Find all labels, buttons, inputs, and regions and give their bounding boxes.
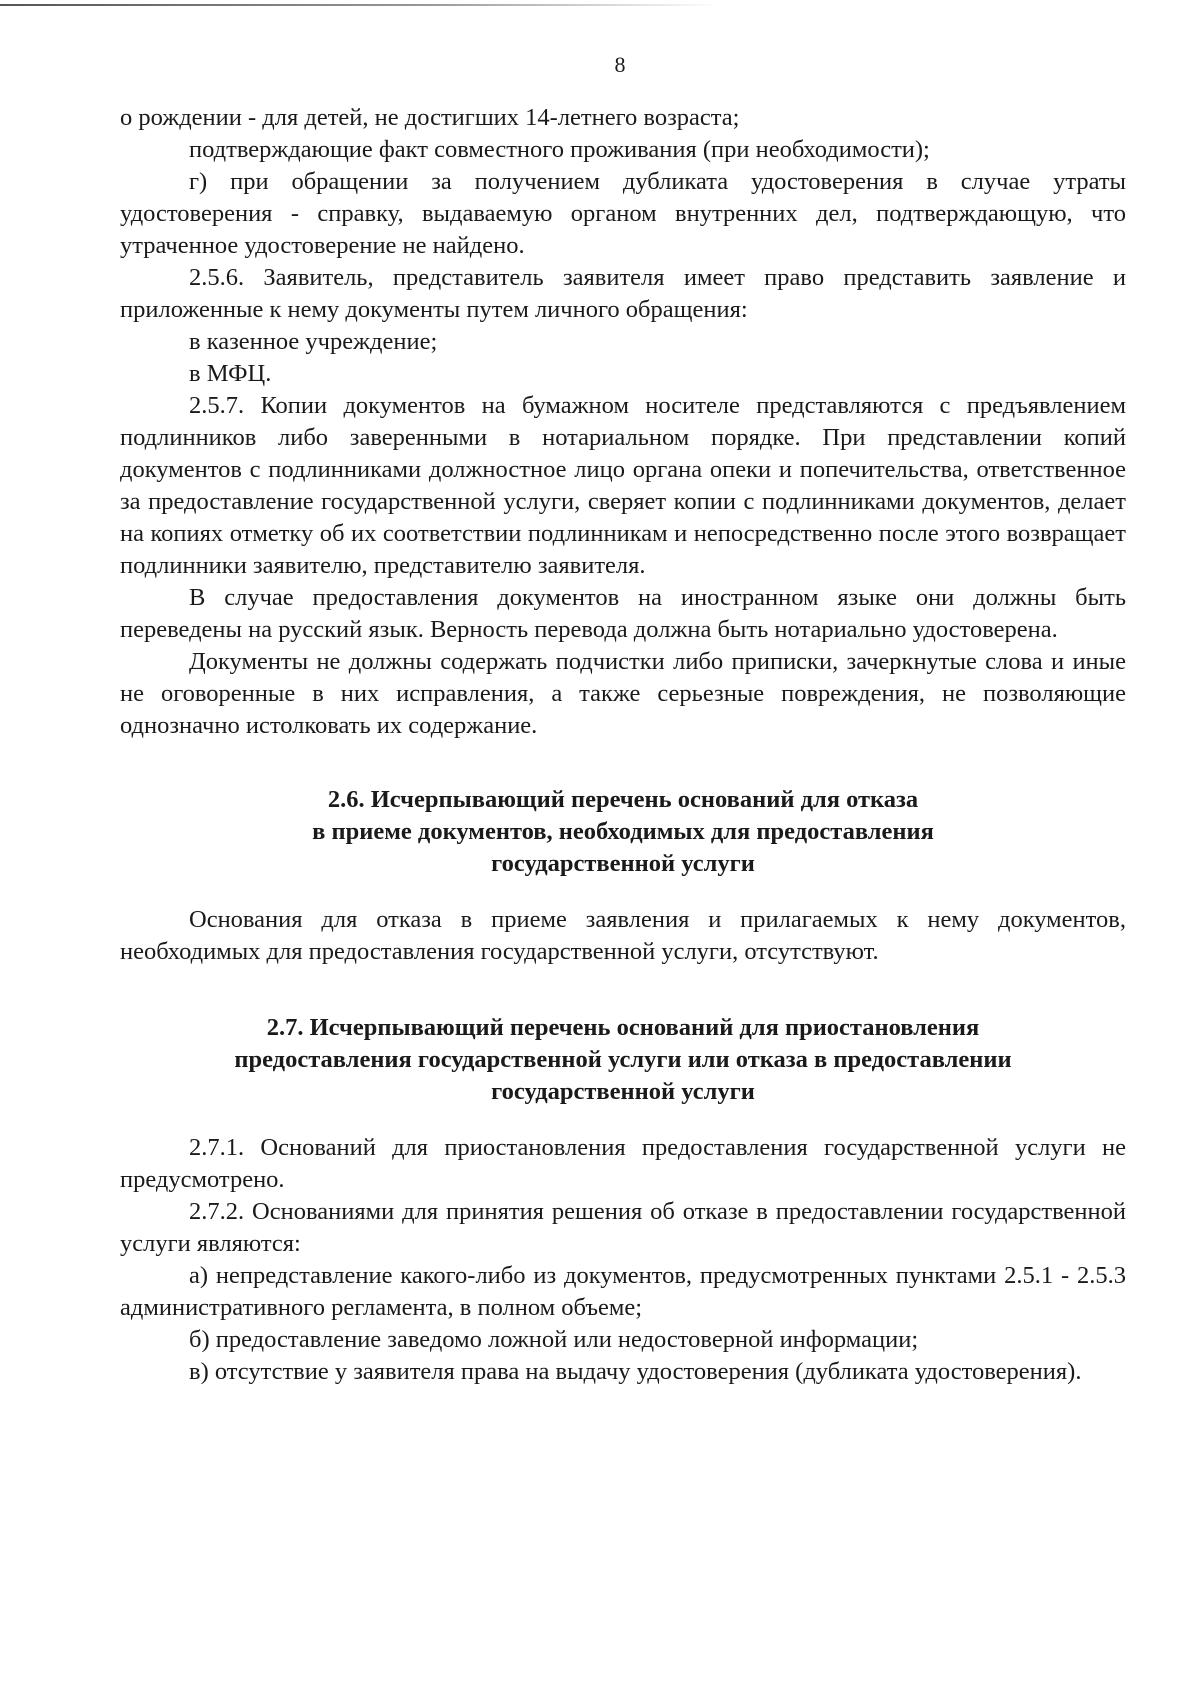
paragraph: 2.5.6. Заявитель, представитель заявителя имеет право представить заявление и приложенные к нему документы путем личного обращения: xyxy=(120,264,1126,323)
section-2-7-heading xyxy=(120,1012,1126,1108)
paragraph: 2.7.1. Оснований для приостановления предоставления государственной услуги не предусмотрено. xyxy=(120,1134,1126,1193)
heading-line: в приеме документов, необходимых для предоставления xyxy=(312,818,934,845)
paragraph: о рождении - для детей, не достигших 14-летнего возраста; xyxy=(120,104,740,131)
document-body xyxy=(120,102,1126,1388)
paragraph: г) при обращении за получением дубликата удостоверения в случае утраты удостоверения - справку, выдаваемую органом внутренних дел, подтверждающую, что утраченное удостоверение не найдено. xyxy=(120,168,1126,259)
paragraph: В случае предоставления документов на иностранном языке они должны быть переведены на русский язык. Верность перевода должна быть нотариально удостоверена. xyxy=(120,584,1126,643)
paragraph: в МФЦ. xyxy=(189,360,272,387)
heading-line: 2.6. Исчерпывающий перечень оснований для отказа xyxy=(327,786,919,813)
paragraph: подтверждающие факт совместного проживания (при необходимости); xyxy=(189,136,930,163)
paragraph: б) предоставление заведомо ложной или недостоверной информации; xyxy=(189,1326,919,1353)
heading-line: 2.7. Исчерпывающий перечень оснований для приостановления xyxy=(266,1014,980,1041)
paragraph: в казенное учреждение; xyxy=(189,328,438,355)
paragraph: Документы не должны содержать подчистки либо приписки, зачеркнутые слова и иные не оговоренные в них исправления, а также серьезные повреждения, не позволяющие однозначно истолковать их содержание. xyxy=(120,648,1126,739)
page-number: 8 xyxy=(614,52,626,77)
paragraph: Основания для отказа в приеме заявления и прилагаемых к нему документов, необходимых для предоставления государственной услуги, отсутствуют. xyxy=(120,906,1126,965)
paragraph: в) отсутствие у заявителя права на выдачу удостоверения (дубликата удостоверения). xyxy=(189,1358,1082,1385)
paragraph: а) непредставление какого-либо из документов, предусмотренных пунктами 2.5.1 - 2.5.3 административного регламента, в полном объеме; xyxy=(120,1262,1126,1321)
paragraph: 2.7.2. Основаниями для принятия решения об отказе в предоставлении государственной услуги являются: xyxy=(120,1198,1126,1257)
heading-line: государственной услуги xyxy=(491,1078,755,1105)
section-2-6-heading xyxy=(120,784,1126,880)
paragraph: 2.5.7. Копии документов на бумажном носителе представляются с предъявлением подлинников либо заверенными в нотариальном порядке. При представлении копий документов с подлинниками должностное лицо органа опеки и попечительства, ответственное за предоставление государственной услуги, сверяет копии с подлинниками документов, делает на копиях отметку об их соответствии подлинникам и непосредственно после этого возвращает подлинники заявителю, представителю заявителя. xyxy=(120,392,1126,579)
scan-top-edge-line xyxy=(0,4,720,6)
heading-line: государственной услуги xyxy=(491,850,755,877)
heading-line: предоставления государственной услуги или отказа в предоставлении xyxy=(234,1046,1012,1073)
